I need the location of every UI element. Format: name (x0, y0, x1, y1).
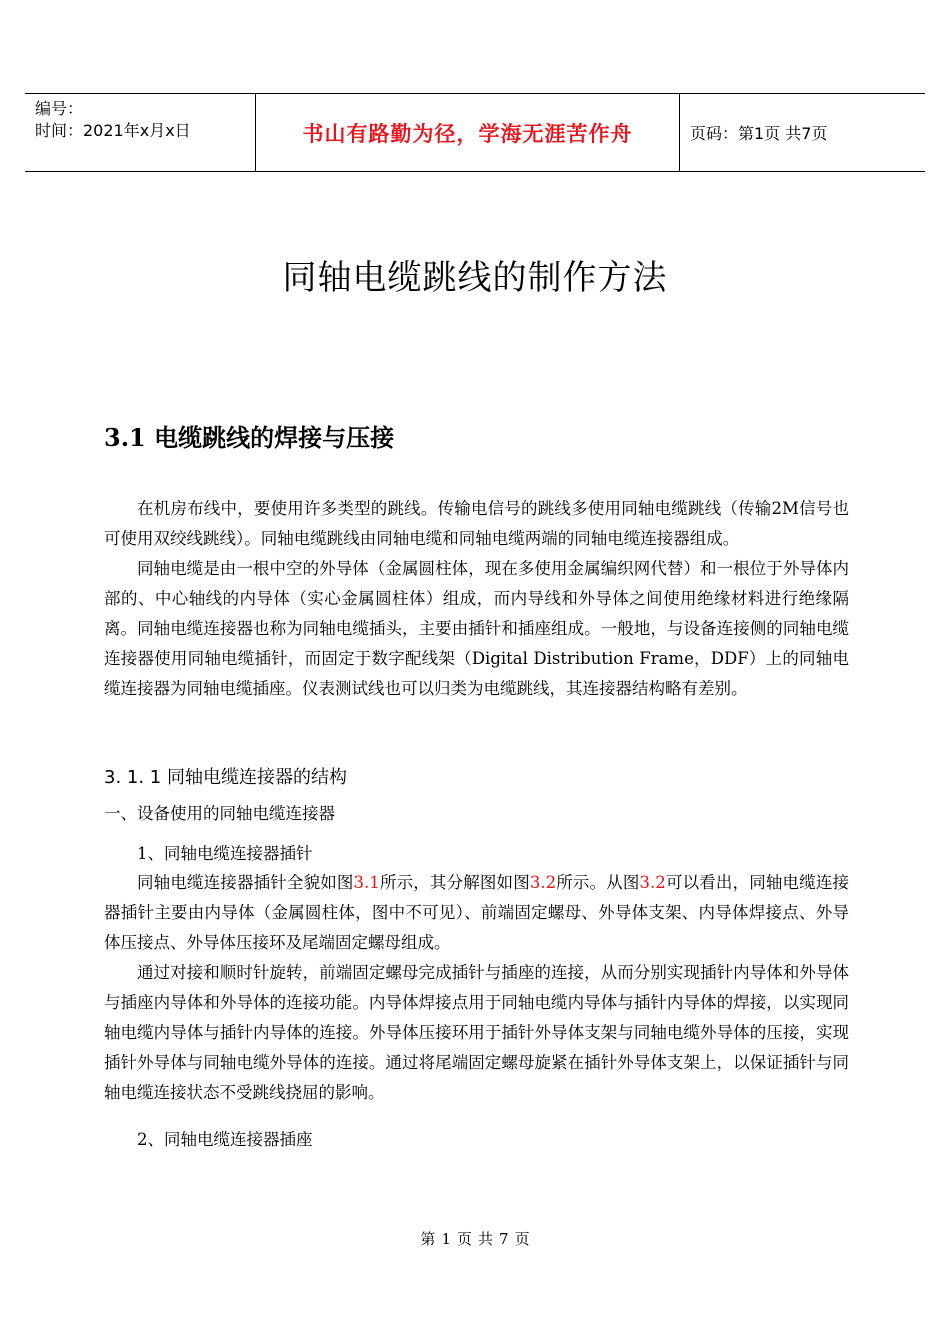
list-heading: 一、设备使用的同轴电缆连接器 (104, 804, 335, 823)
subsection-heading: 3. 1. 1 同轴电缆连接器的结构 (104, 767, 347, 788)
header-motto: 书山有路勤为径，学海无涯苦作舟 (255, 94, 680, 171)
paragraph-3-part-d: 可以看出，同轴电缆连接器插针主要由内导体（金属圆柱体，图中不可见）、前端固定螺母、外导体支架、内导体焊接点、外导体压接点、外导体压接环及尾端固定螺母组成。 (104, 873, 849, 952)
paragraph-3-part-c: 所示。从图 (556, 873, 640, 892)
header-meta (25, 94, 255, 171)
footer-total-pages: 7 (499, 1230, 509, 1248)
footer-ye: 页 (456, 1230, 472, 1248)
footer-gong: 共 (478, 1230, 494, 1248)
time-label: 时间：2021年x月x日 (35, 121, 191, 140)
footer-di: 第 (420, 1230, 436, 1248)
list-subheading-2: 2、同轴电缆连接器插座 (137, 1130, 313, 1149)
figure-ref-3-1[interactable]: 3.1 (353, 873, 380, 892)
page-footer (0, 1228, 950, 1249)
document-title: 同轴电缆跳线的制作方法 (282, 258, 668, 298)
intro-paragraphs (104, 494, 849, 704)
figure-ref-3-2[interactable]: 3.2 (529, 873, 557, 892)
header-page-info: 页码：第1页 共7页 (690, 124, 828, 143)
paragraph-1: 在机房布线中，要使用许多类型的跳线。传输电信号的跳线多使用同轴电缆跳线（传输2M信号也可使用双绞线跳线）。同轴电缆跳线由同轴电缆和同轴电缆两端的同轴电缆连接器组成。 (104, 499, 849, 548)
figure-ref-3-2-again[interactable]: 3.2 (639, 873, 666, 892)
footer-ye-2: 页 (514, 1230, 530, 1248)
number-label: 编号： (35, 99, 84, 118)
paragraph-4: 通过对接和顺时针旋转，前端固定螺母完成插针与插座的连接，从而分别实现插针内导体和外导体与插座内导体和外导体的连接功能。内导体焊接点用于同轴电缆内导体与插针内导体的焊接，以实现同轴电缆内导体与插针内导体的连接。外导体压接环用于插针外导体支架与同轴电缆外导体的压接，实现插针外导体与同轴电缆外导体的连接。通过将尾端固定螺母旋紧在插针外导体支架上，以保证插针与同轴电缆连接状态不受跳线挠屈的影响。 (104, 963, 849, 1102)
footer-page-number: 1 (441, 1230, 451, 1248)
section-heading: 3.1 电缆跳线的焊接与压接 (104, 423, 395, 452)
paragraph-3-part-a: 同轴电缆连接器插针全貌如图 (137, 873, 354, 892)
paragraph-2: 同轴电缆是由一根中空的外导体（金属圆柱体，现在多使用金属编织网代替）和一根位于外导体内部的、中心轴线的内导体（实心金属圆柱体）组成，而内导线和外导体之间使用绝缘材料进行绝缘隔离。同轴电缆连接器也称为同轴电缆插头，主要由插针和插座组成。一般地，与设备连接侧的同轴电缆连接器使用同轴电缆插针，而固定于数字配线架（Digital Distribution Frame，DDF）上的同轴电缆连接器为同轴电缆插座。仪表测试线也可以归类为电缆跳线，其连接器结构略有差别。 (104, 559, 849, 698)
detail-paragraphs (104, 868, 849, 1108)
paragraph-3 (104, 868, 849, 958)
list-subheading-1: 1、同轴电缆连接器插针 (137, 844, 313, 863)
header-table (25, 93, 925, 172)
paragraph-3-part-b: 所示，其分解图如图 (379, 873, 530, 892)
